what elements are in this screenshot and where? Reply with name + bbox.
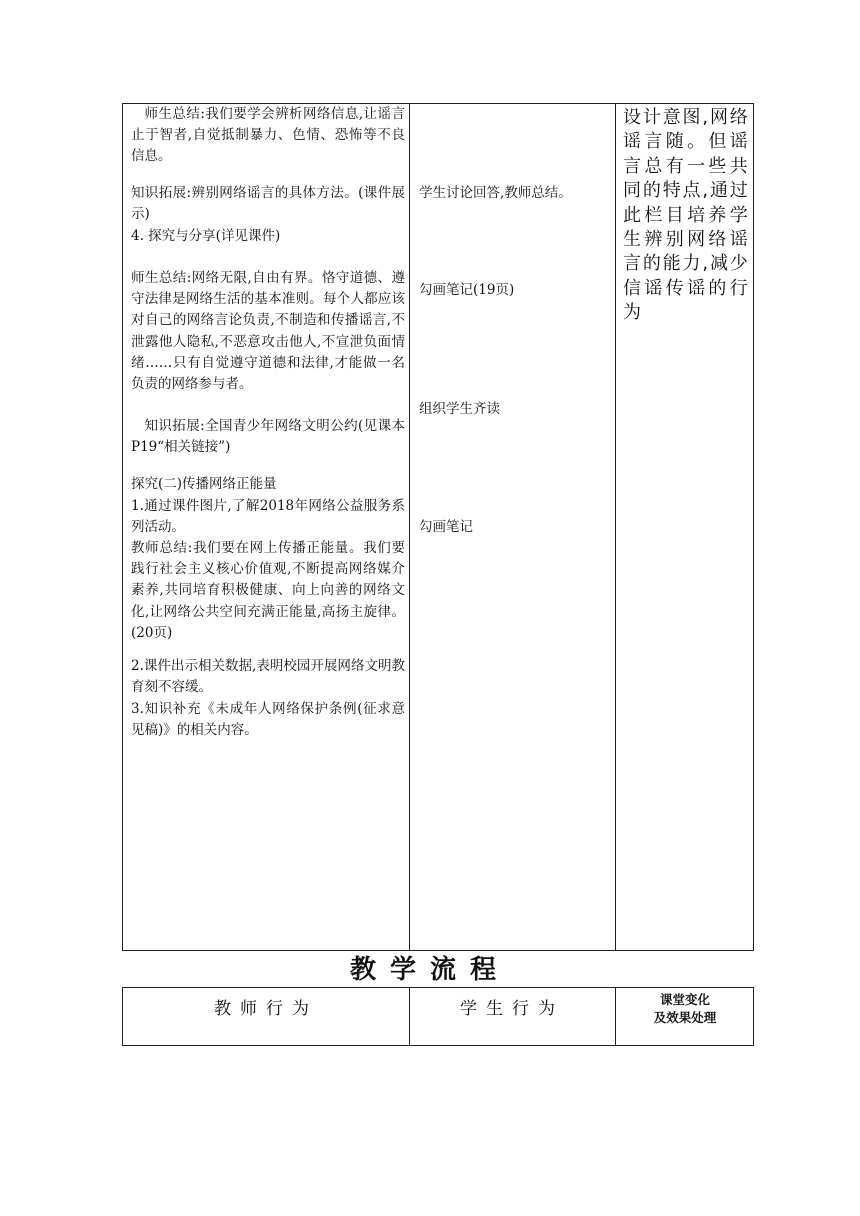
activity-item-2: 2.课件出示相关数据,表明校园开展网络文明教育刻不容缓。 bbox=[131, 658, 405, 696]
activity-item-1: 1.通过课件图片,了解2018年网络公益服务系列活动。 bbox=[131, 498, 405, 536]
student-behavior-header: 学生行为 bbox=[460, 999, 564, 1019]
explore-share-item: 4. 探究与分享(详见课件) bbox=[131, 228, 281, 244]
activity-item-3: 3.知识补充《未成年人网络保护条例(征求意见稿)》的相关内容。 bbox=[131, 701, 405, 739]
class-change-header bbox=[615, 991, 755, 1027]
teacher-behavior-header: 教师行为 bbox=[214, 999, 318, 1019]
column-divider bbox=[615, 104, 616, 950]
teacher-summary-rumor: 师生总结:我们要学会辨析网络信息,让谣言止于智者,自觉抵制暴力、色情、恐怖等不良信息。 bbox=[131, 106, 405, 165]
knowledge-extension-rumor: 知识拓展:辨别网络谣言的具体方法。(课件展示) bbox=[131, 185, 405, 223]
teacher-summary-positive-energy: 教师总结:我们要在网上传播正能量。我们要践行社会主义核心价值观,不断提高网络媒介素养,共同培育积极健康、向上向善的网络文化,让网络公共空间充满正能量,高扬主旋律。(20页) bbox=[131, 540, 405, 641]
lesson-table bbox=[122, 103, 754, 951]
header-table bbox=[122, 987, 754, 1046]
knowledge-extension-convention: 知识拓展:全国青少年网络文明公约(见课本P19“相关链接”) bbox=[131, 418, 405, 456]
student-discussion-text: 学生讨论回答,教师总结。 bbox=[419, 185, 572, 201]
class-change-header-line1: 课堂变化 bbox=[659, 992, 710, 1007]
design-intent-text: 设计意图,网络谣言随。但谣言总有一些共同的特点,通过此栏目培养学生辨别网络谣言的能力,减少信谣传谣的行为 bbox=[623, 107, 748, 324]
student-read-aloud-text: 组织学生齐读 bbox=[419, 401, 500, 417]
student-notes-text-2: 勾画笔记 bbox=[419, 519, 473, 535]
inquiry-two-title: 探究(二)传播网络正能量 bbox=[131, 476, 277, 492]
class-change-header-line2: 及效果处理 bbox=[653, 1010, 717, 1025]
teacher-summary-network-freedom: 师生总结:网络无限,自由有界。恪守道德、遵守法律是网络生活的基本准则。每个人都应该对自己的网络言论负责,不制造和传播谣言,不泄露他人隐私,不恶意攻击他人,不宣泄负面情绪……只有自觉遵守道德和法律,才能做一名负责的网络参与者。 bbox=[131, 270, 405, 393]
section-heading: 教学流程 bbox=[349, 955, 510, 985]
student-notes-text: 勾画笔记(19页) bbox=[419, 282, 515, 298]
column-divider bbox=[409, 104, 410, 950]
